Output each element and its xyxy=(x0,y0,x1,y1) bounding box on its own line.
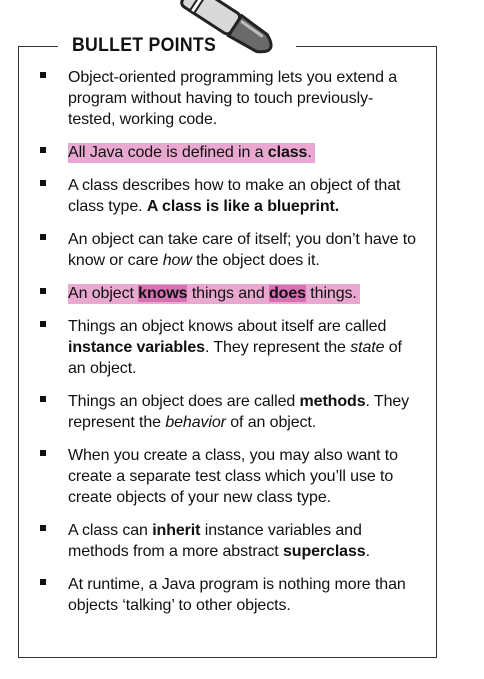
item-text: of an object. xyxy=(68,339,402,377)
emphasis-blueprint: A class is like a blueprint. xyxy=(146,198,340,215)
bullet-mark-icon xyxy=(40,147,46,153)
item-text: . xyxy=(307,144,312,161)
emphasis-instance-variables: instance variables xyxy=(68,339,205,356)
emphasis-behavior: behavior xyxy=(165,414,226,431)
item-text: All Java code is defined in a xyxy=(68,144,268,161)
item-text: An object xyxy=(68,285,139,302)
item-text: An object can take care of itself; you don’t have to know or care xyxy=(68,231,416,269)
bullet-mark-icon xyxy=(40,72,46,78)
bullet-mark-icon xyxy=(40,396,46,402)
emphasis-class: class xyxy=(267,144,308,161)
list-item xyxy=(36,142,416,163)
list-item xyxy=(36,391,416,433)
emphasis-how: how xyxy=(162,252,192,269)
bullet-mark-icon xyxy=(40,321,46,327)
panel-title: BULLET POINTS xyxy=(72,35,217,56)
bullet-mark-icon xyxy=(40,579,46,585)
item-text: things. xyxy=(305,285,357,302)
item-text: When you create a class, you may also want to create a separate test class which you’ll use to create objects of your new class type. xyxy=(68,447,398,506)
item-text: things and xyxy=(187,285,269,302)
item-text: At runtime, a Java program is nothing more than objects ‘talking’ to other objects. xyxy=(68,576,406,614)
list-item xyxy=(36,229,416,271)
bullet-mark-icon xyxy=(40,450,46,456)
list-item xyxy=(36,445,416,508)
list-item xyxy=(36,316,416,379)
emphasis-methods: methods xyxy=(299,393,366,410)
emphasis-superclass: superclass xyxy=(282,543,366,560)
item-text: Object-oriented programming lets you extend a program without having to touch previously-tested, working code. xyxy=(68,69,398,128)
emphasis-inherit: inherit xyxy=(152,522,201,539)
emphasis-state: state xyxy=(350,339,385,356)
list-item xyxy=(36,520,416,562)
item-text: of an object. xyxy=(225,414,317,431)
item-text: . xyxy=(365,543,370,560)
bullet-mark-icon xyxy=(40,525,46,531)
bullet-mark-icon xyxy=(40,180,46,186)
item-text: Things an object knows about itself are called xyxy=(68,318,387,335)
item-text: instance variables and methods from a more abstract xyxy=(68,522,362,560)
item-text: A class describes how to make an object of that class type. xyxy=(68,177,401,215)
list-item xyxy=(36,283,416,304)
list-item xyxy=(36,67,416,130)
item-text: the object does it. xyxy=(191,252,320,269)
bullet-mark-icon xyxy=(40,234,46,240)
item-text: A class can xyxy=(68,522,153,539)
list-item xyxy=(36,574,416,616)
emphasis-knows: knows xyxy=(138,285,188,302)
list-item xyxy=(36,175,416,217)
item-text: . They represent the xyxy=(68,393,410,431)
item-text: . They represent the xyxy=(204,339,351,356)
bullet-mark-icon xyxy=(40,288,46,294)
item-text: Things an object does are called xyxy=(68,393,300,410)
emphasis-does: does xyxy=(269,285,306,302)
bullet-list xyxy=(36,67,416,628)
